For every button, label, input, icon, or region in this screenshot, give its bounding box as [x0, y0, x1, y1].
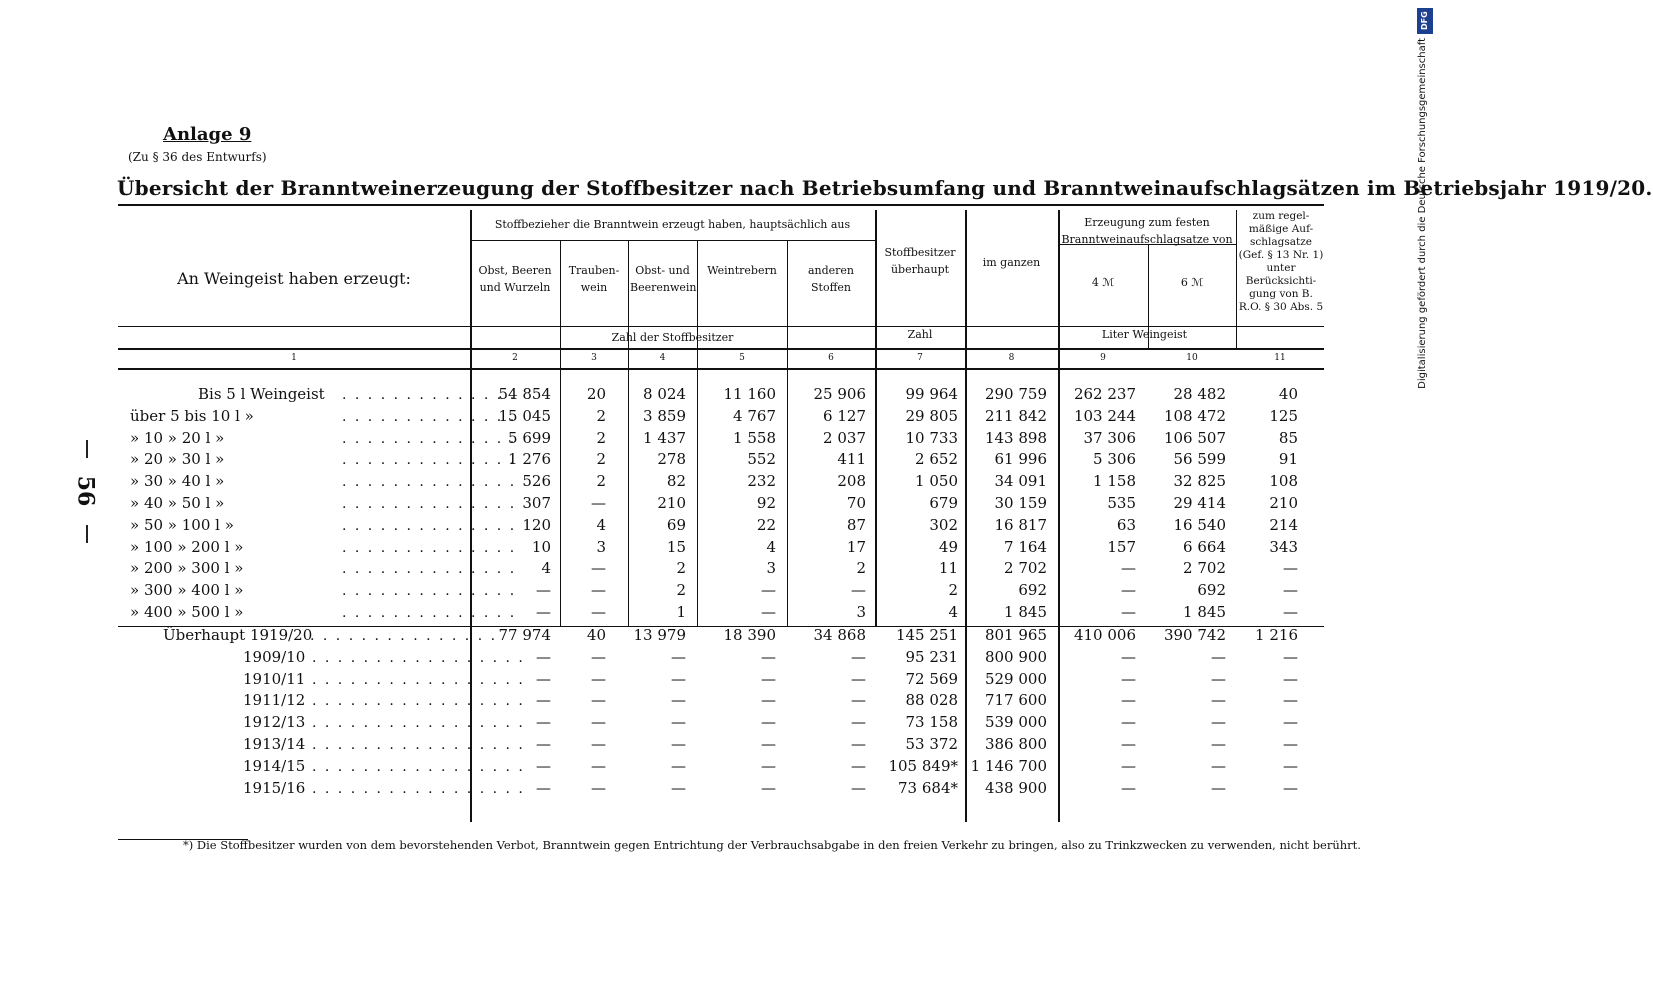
total-cell: — — [1211, 691, 1226, 710]
row-label: » 50 » 100 l » — [130, 515, 234, 534]
row-cell: 56 599 — [1173, 450, 1226, 469]
total-cell: — — [591, 778, 606, 797]
total-cell: — — [1121, 756, 1136, 775]
leader-dots: . . . . . . . . . . . . . . — [342, 408, 517, 425]
total-cell: — — [1283, 669, 1298, 688]
total-cell: 95 231 — [905, 647, 958, 666]
total-cell: — — [851, 713, 866, 732]
row-cell: 10 — [531, 537, 551, 556]
row-cell: 25 906 — [813, 385, 866, 403]
total-cell: 410 006 — [1073, 626, 1136, 644]
row-cell: 8 024 — [643, 385, 686, 403]
row-cell: — — [761, 581, 776, 600]
header-c10: 6 ℳ — [1180, 276, 1204, 289]
total-cell: — — [761, 756, 776, 775]
total-cell: — — [536, 756, 551, 775]
row-cell: 120 — [522, 515, 551, 534]
row-cell: 15 045 — [498, 406, 551, 425]
row-cell: 262 237 — [1073, 385, 1136, 403]
header-group-erzeugung: Erzeugung zum festen Branntweinaufschlagsatze von — [1061, 216, 1233, 246]
header-c9: 4 ℳ — [1091, 276, 1115, 289]
row-cell: 2 702 — [1183, 559, 1226, 578]
total-label: Überhaupt 1919/20 — [163, 626, 313, 644]
total-cell: — — [671, 713, 686, 732]
total-cell: 88 028 — [905, 691, 958, 710]
row-cell: 2 — [948, 581, 958, 600]
column-number: 8 — [1008, 353, 1015, 363]
row-cell: — — [591, 494, 606, 512]
leader-dots: . . . . . . . . . . . . . . . . . — [312, 715, 525, 732]
total-cell: — — [851, 691, 866, 710]
row-cell: — — [761, 603, 776, 621]
total-cell: 72 569 — [905, 669, 958, 688]
row-cell: — — [1283, 559, 1298, 578]
header-c4: Obst- und Beerenwein — [630, 264, 697, 294]
row-cell: — — [851, 581, 866, 600]
row-label-header: An Weingeist haben erzeugt: — [177, 269, 411, 288]
total-cell: — — [1121, 647, 1136, 666]
header-c3: Trauben- wein — [568, 264, 620, 294]
row-cell: 37 306 — [1083, 428, 1136, 447]
total-label: 1914/15 — [243, 756, 306, 775]
row-cell: — — [536, 581, 551, 600]
unit-zahl: Zahl — [907, 328, 933, 341]
total-cell: 438 900 — [984, 778, 1047, 797]
row-cell: 103 244 — [1073, 406, 1136, 425]
total-cell: 73 158 — [905, 713, 958, 732]
row-cell: 1 158 — [1093, 472, 1136, 491]
row-cell: 1 050 — [915, 472, 958, 491]
row-cell: 70 — [846, 494, 866, 512]
row-cell: 2 — [856, 559, 866, 578]
total-cell: — — [761, 778, 776, 797]
row-cell: 69 — [666, 515, 686, 534]
row-cell: — — [1283, 581, 1298, 600]
row-cell: 2 — [596, 406, 606, 425]
row-cell: 40 — [1278, 385, 1298, 403]
row-cell: 210 — [657, 494, 686, 512]
row-cell: 232 — [747, 472, 776, 491]
sidebar-credit-text: Digitalisierung gefördert durch die Deutsche Forschungsgemeinschaft — [1417, 38, 1428, 389]
leader-dots: . . . . . . . . . . . . . . . . . — [312, 758, 525, 775]
row-cell: 2 037 — [823, 428, 866, 447]
total-cell: — — [1211, 735, 1226, 753]
leader-dots: . . . . . . . . . . . . . . — [342, 474, 517, 491]
column-number: 7 — [917, 353, 923, 363]
column-number: 2 — [512, 353, 518, 363]
row-cell: 7 164 — [1004, 537, 1047, 556]
row-cell: 6 664 — [1183, 537, 1226, 556]
page-number: 56 — [72, 475, 99, 507]
total-cell: — — [761, 691, 776, 710]
row-cell: 10 733 — [905, 428, 958, 447]
row-cell: 29 805 — [905, 406, 958, 425]
row-cell: 535 — [1107, 494, 1136, 512]
row-cell: — — [1121, 559, 1136, 578]
row-cell: 11 — [938, 559, 958, 578]
header-c5: Weintrebern — [707, 264, 777, 277]
total-cell: — — [761, 647, 776, 666]
row-cell: 125 — [1269, 406, 1298, 425]
total-cell: 800 900 — [984, 647, 1047, 666]
total-cell: — — [671, 669, 686, 688]
row-cell: 32 825 — [1173, 472, 1226, 491]
header-top-rule — [118, 204, 1324, 206]
total-cell: 40 — [586, 626, 606, 644]
total-cell: 717 600 — [984, 691, 1047, 710]
row-label: » 10 » 20 l » — [130, 428, 225, 447]
row-cell: 29 414 — [1173, 494, 1226, 512]
total-cell: 386 800 — [984, 735, 1047, 753]
row-cell: — — [1121, 603, 1136, 621]
row-cell: 1 558 — [733, 428, 776, 447]
row-cell: — — [536, 603, 551, 621]
total-cell: — — [1121, 669, 1136, 688]
row-cell: — — [591, 603, 606, 621]
row-cell: 3 — [596, 537, 606, 556]
total-cell: 539 000 — [984, 713, 1047, 732]
total-label: 1910/11 — [243, 669, 306, 688]
row-cell: 92 — [756, 494, 776, 512]
row-cell: 17 — [846, 537, 866, 556]
total-cell: — — [1283, 778, 1298, 797]
column-number: 11 — [1274, 353, 1286, 363]
row-cell: 54 854 — [498, 385, 551, 403]
leader-dots: . . . . . . . . . . . . . . . . . — [312, 693, 525, 710]
total-cell: 53 372 — [905, 735, 958, 753]
total-cell: — — [536, 735, 551, 753]
leader-dots: . . . . . . . . . . . . . . . . . — [312, 649, 525, 666]
row-cell: 692 — [1197, 581, 1226, 600]
total-cell: 13 979 — [633, 626, 686, 644]
header-c7: Stoffbesitzer überhaupt — [884, 246, 956, 276]
row-cell: 61 996 — [994, 450, 1047, 469]
group-stoffbezieher-rule — [470, 240, 875, 241]
row-cell: 5 699 — [508, 428, 551, 447]
total-cell: — — [536, 669, 551, 688]
row-cell: 99 964 — [905, 385, 958, 403]
row-cell: 106 507 — [1163, 428, 1226, 447]
row-cell: 343 — [1269, 537, 1298, 556]
total-cell: — — [1121, 735, 1136, 753]
total-cell: — — [1211, 713, 1226, 732]
total-cell: 529 000 — [984, 669, 1047, 688]
page-number-dash-bottom — [86, 525, 88, 543]
column-number: 3 — [591, 353, 597, 363]
row-cell: 34 091 — [994, 472, 1047, 491]
total-cell: 77 974 — [498, 626, 551, 644]
row-cell: 208 — [837, 472, 866, 491]
total-cell: 1 146 700 — [970, 756, 1047, 775]
row-cell: 108 — [1269, 472, 1298, 491]
column-number: 10 — [1186, 353, 1198, 363]
leader-dots: . . . . . . . . . . . . . . — [342, 452, 517, 469]
total-cell: — — [761, 713, 776, 732]
row-cell: 20 — [586, 385, 606, 403]
row-cell: 11 160 — [723, 385, 776, 403]
total-cell: — — [1121, 778, 1136, 797]
leader-dots: . . . . . . . . . . . . . . — [342, 517, 517, 534]
row-cell: 15 — [666, 537, 686, 556]
row-label: über 5 bis 10 l » — [130, 406, 254, 425]
total-cell: — — [1283, 735, 1298, 753]
row-cell: 307 — [522, 494, 551, 512]
unit-liter: Liter Weingeist — [1101, 328, 1188, 341]
total-cell: — — [851, 756, 866, 775]
page-title: Übersicht der Branntweinerzeugung der Stoffbesitzer nach Betriebsumfang und Branntweinaufschlagsätzen im Betriebsjahr 1919/20. — [117, 176, 1653, 200]
row-cell: 4 — [596, 515, 606, 534]
total-cell: — — [671, 691, 686, 710]
total-cell: 105 849* — [888, 756, 958, 775]
row-cell: 6 127 — [823, 406, 866, 425]
row-cell: 214 — [1269, 515, 1298, 534]
row-cell: 108 472 — [1163, 406, 1226, 425]
row-label: » 40 » 50 l » — [130, 494, 225, 512]
row-cell: 1 845 — [1183, 603, 1226, 621]
total-cell: — — [536, 647, 551, 666]
row-cell: 290 759 — [984, 385, 1047, 403]
row-cell: 22 — [756, 515, 776, 534]
annex-reference: (Zu § 36 des Entwurfs) — [128, 150, 267, 164]
leader-dots: . . . . . . . . . . . . . . . . . — [312, 780, 525, 797]
row-cell: 210 — [1269, 494, 1298, 512]
row-cell: 4 — [541, 559, 551, 578]
row-cell: 4 767 — [733, 406, 776, 425]
header-c2: Obst, Beeren und Wurzeln — [478, 264, 552, 294]
total-cell: — — [591, 669, 606, 688]
row-label: » 400 » 500 l » — [130, 603, 244, 621]
row-label: » 300 » 400 l » — [130, 581, 244, 600]
row-cell: 2 652 — [915, 450, 958, 469]
row-cell: 3 — [856, 603, 866, 621]
row-cell: 411 — [837, 450, 866, 469]
row-cell: 679 — [929, 494, 958, 512]
row-cell: — — [1121, 581, 1136, 600]
row-cell: — — [591, 559, 606, 578]
total-cell: — — [851, 735, 866, 753]
row-cell: 87 — [846, 515, 866, 534]
total-label: 1913/14 — [243, 735, 306, 753]
row-cell: 1 437 — [643, 428, 686, 447]
total-cell: — — [671, 778, 686, 797]
row-cell: 2 — [596, 428, 606, 447]
total-cell: — — [851, 778, 866, 797]
total-cell: — — [1283, 756, 1298, 775]
total-cell: — — [1211, 778, 1226, 797]
total-cell: 18 390 — [723, 626, 776, 644]
row-cell: 1 845 — [1004, 603, 1047, 621]
total-cell: — — [591, 713, 606, 732]
row-label: » 30 » 40 l » — [130, 472, 225, 491]
column-number: 5 — [739, 353, 745, 363]
row-cell: — — [1283, 603, 1298, 621]
total-cell: — — [591, 756, 606, 775]
leader-dots: . . . . . . . . . . . . . . — [342, 605, 517, 621]
leader-dots: . . . . . . . . . . . . . . — [342, 539, 517, 556]
row-cell: — — [591, 581, 606, 600]
row-cell: 4 — [766, 537, 776, 556]
row-label: » 20 » 30 l » — [130, 450, 225, 469]
row-cell: 2 — [596, 472, 606, 491]
row-cell: 1 276 — [508, 450, 551, 469]
total-cell: — — [851, 669, 866, 688]
row-cell: 211 842 — [984, 406, 1047, 425]
leader-dots: . . . . . . . . . . . . . . — [342, 387, 517, 403]
row-label: » 100 » 200 l » — [130, 537, 244, 556]
row-cell: 5 306 — [1093, 450, 1136, 469]
row-cell: 2 — [596, 450, 606, 469]
total-cell: — — [1121, 713, 1136, 732]
total-cell: — — [671, 647, 686, 666]
header-c6: anderen Stoffen — [807, 264, 855, 294]
unit-zahl-stoffbesitzer: Zahl der Stoffbesitzer — [611, 331, 734, 344]
row-cell: 85 — [1278, 428, 1298, 447]
row-cell: 143 898 — [984, 428, 1047, 447]
column-number: 1 — [291, 353, 297, 363]
row-cell: 4 — [948, 603, 958, 621]
total-cell: — — [1283, 713, 1298, 732]
total-cell: — — [671, 735, 686, 753]
row-cell: 16 540 — [1173, 515, 1226, 534]
total-cell: — — [1211, 756, 1226, 775]
row-cell: 63 — [1116, 515, 1136, 534]
column-number: 4 — [659, 353, 666, 363]
total-cell: — — [1283, 647, 1298, 666]
total-cell: — — [591, 735, 606, 753]
row-cell: 2 — [676, 581, 686, 600]
total-cell: — — [536, 691, 551, 710]
total-cell: — — [851, 647, 866, 666]
total-cell: — — [1211, 647, 1226, 666]
total-cell: — — [761, 735, 776, 753]
sidebar-credit — [1415, 8, 1435, 408]
total-cell: — — [1121, 691, 1136, 710]
row-cell: 157 — [1107, 537, 1136, 556]
total-cell: — — [591, 691, 606, 710]
leader-dots: . . . . . . . . . . . . . . . . . — [312, 737, 525, 753]
header-group-stoffbezieher: Stoffbezieher die Branntwein erzeugt haben, hauptsächlich aus — [494, 218, 851, 231]
leader-dots: . . . . . . . . . . . . . . — [342, 583, 517, 600]
leader-dots: . . . . . . . . . . . . . . — [342, 496, 517, 512]
total-label: 1911/12 — [243, 691, 306, 710]
row-cell: 3 — [766, 559, 776, 578]
total-label: 1915/16 — [243, 778, 306, 797]
column-number: 9 — [1100, 353, 1106, 363]
total-label: 1912/13 — [243, 713, 306, 732]
row-cell: 552 — [747, 450, 776, 469]
row-cell: 3 859 — [643, 406, 686, 425]
row-cell: 2 702 — [1004, 559, 1047, 578]
header-c11: zum regel- mäßige Auf- schlagsatze (Gef. § 13 Nr. 1) unter Berücksichti- gung von B. R.O. § 30 Abs. 5 — [1238, 210, 1324, 313]
total-cell: 801 965 — [984, 626, 1047, 644]
total-cell: — — [1283, 691, 1298, 710]
total-cell: — — [591, 647, 606, 666]
footnote: *) Die Stoffbesitzer wurden von dem bevorstehenden Verbot, Branntwein gegen Entrichtung der Verbrauchsabgabe in den freien Verkehr zu bringen, also zu Trinkzwecken zu verwenden, nicht berührt. — [183, 838, 1361, 852]
body-top-rule — [118, 368, 1324, 370]
row-cell: 30 159 — [994, 494, 1047, 512]
row-cell: 278 — [657, 450, 686, 469]
header-c8: im ganzen — [982, 256, 1041, 269]
page-number-dash-top — [86, 440, 88, 458]
row-label: » 200 » 300 l » — [130, 559, 244, 578]
total-cell: 1 216 — [1255, 626, 1298, 644]
row-cell: 91 — [1278, 450, 1298, 469]
total-cell: — — [1211, 669, 1226, 688]
row-cell: 302 — [929, 515, 958, 534]
annex-label: Anlage 9 — [163, 124, 252, 145]
total-cell: 390 742 — [1163, 626, 1226, 644]
row-cell: 2 — [676, 559, 686, 578]
total-cell: — — [536, 713, 551, 732]
dfg-logo-icon: DFG — [1417, 8, 1433, 34]
row-cell: 692 — [1018, 581, 1047, 600]
row-cell: 16 817 — [994, 515, 1047, 534]
leader-dots: . . . . . . . . . . . . . . . . . — [312, 671, 525, 688]
total-cell: — — [536, 778, 551, 797]
row-cell: 82 — [666, 472, 686, 491]
total-label: 1909/10 — [243, 647, 306, 666]
row-cell: 49 — [938, 537, 958, 556]
row-cell: 1 — [676, 603, 686, 621]
leader-dots: . . . . . . . . . . . . . . — [342, 430, 517, 447]
column-number: 6 — [828, 353, 834, 363]
total-cell: 145 251 — [895, 626, 958, 644]
row-cell: 526 — [522, 472, 551, 491]
total-cell: — — [761, 669, 776, 688]
total-cell: — — [671, 756, 686, 775]
leader-dots: . . . . . . . . . . . . . . . — [310, 628, 498, 644]
row-label: Bis 5 l Weingeist — [198, 385, 325, 403]
row-cell: 28 482 — [1173, 385, 1226, 403]
total-cell: 73 684* — [898, 778, 958, 797]
leader-dots: . . . . . . . . . . . . . . — [342, 561, 517, 578]
total-cell: 34 868 — [813, 626, 866, 644]
